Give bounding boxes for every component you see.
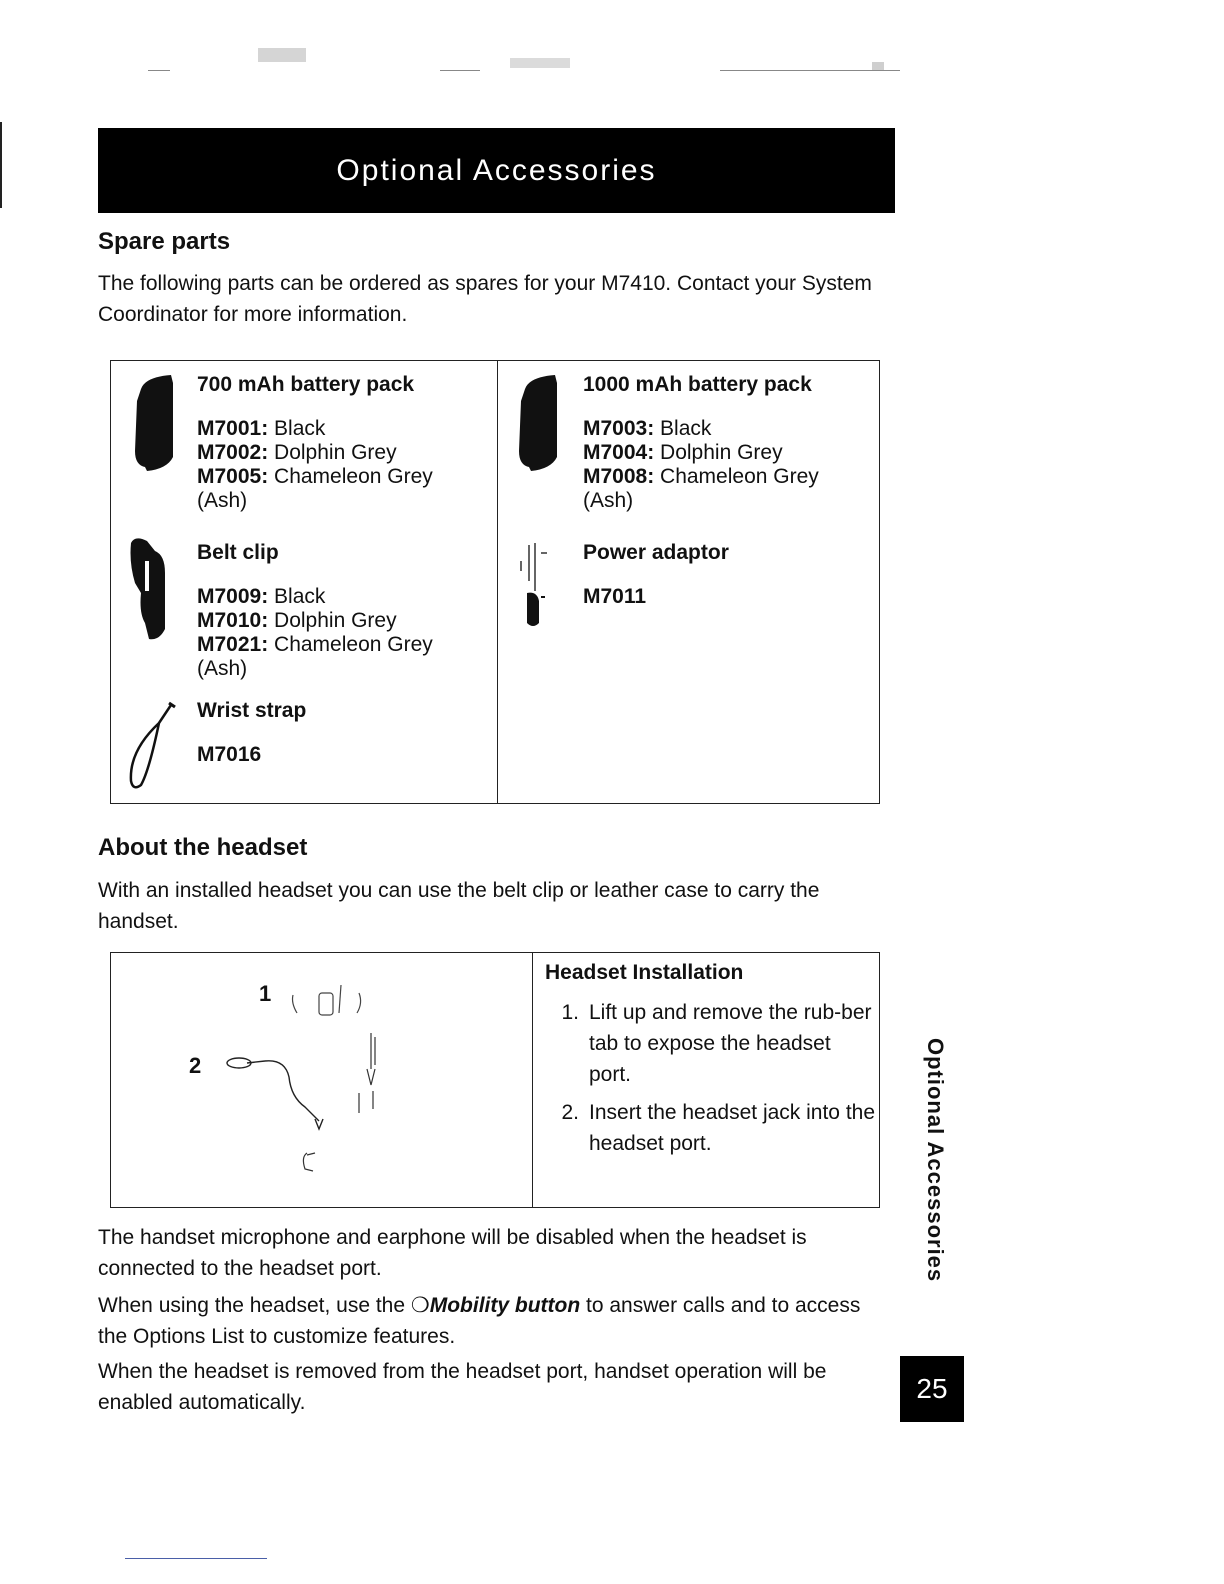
scan-edge-line xyxy=(0,122,2,208)
figure-label-1: 1 xyxy=(259,981,272,1006)
banner-title: Optional Accessories xyxy=(336,153,657,187)
part-desc: Black xyxy=(268,417,326,440)
part-desc: Black xyxy=(268,585,326,608)
spare-parts-heading: Spare parts xyxy=(98,228,231,255)
part-desc: Chameleon Grey (Ash) xyxy=(197,465,433,512)
table-divider xyxy=(497,361,498,803)
step-text: Lift up and remove the rub-ber tab to expose the headset port. xyxy=(589,1001,872,1086)
part-title: 1000 mAh battery pack xyxy=(583,373,812,396)
part-code: M7016 xyxy=(197,743,262,766)
part-code: M7001: xyxy=(197,417,269,440)
part-item xyxy=(197,699,487,767)
headset-install-box xyxy=(110,952,880,1208)
part-code: M7011 xyxy=(583,585,647,608)
headset-intro: With an installed headset you can use the belt clip or leather case to carry the handset. xyxy=(98,879,820,933)
handset-side-sketch xyxy=(303,1033,375,1171)
part-title: Belt clip xyxy=(197,541,279,564)
mobility-button-label: Mobility button xyxy=(429,1294,581,1317)
part-title: 700 mAh battery pack xyxy=(197,373,415,396)
side-tab-label: Optional Accessories xyxy=(923,1037,948,1283)
part-item xyxy=(583,541,873,609)
power-adaptor-icon xyxy=(511,541,561,631)
install-step xyxy=(545,997,875,1090)
section-banner xyxy=(98,128,895,213)
side-tab xyxy=(918,1025,952,1295)
headset-install-figure xyxy=(181,973,501,1193)
part-code: M7004: xyxy=(583,441,655,464)
figure-label-2: 2 xyxy=(189,1053,202,1078)
part-code: M7010: xyxy=(197,609,269,632)
wrist-strap-icon xyxy=(119,701,183,791)
part-code: M7005: xyxy=(197,465,269,488)
part-title: Power adaptor xyxy=(583,541,729,564)
part-desc: Dolphin Grey xyxy=(654,441,783,464)
headset-note-disabled: The handset microphone and earphone will be disabled when the headset is connected to the headset port. xyxy=(98,1226,807,1280)
install-divider xyxy=(532,953,533,1207)
handset-top-sketch xyxy=(293,985,361,1015)
part-title: Wrist strap xyxy=(197,699,307,722)
headset-jack-sketch xyxy=(227,1058,323,1129)
part-desc: Chameleon Grey (Ash) xyxy=(583,465,819,512)
part-item xyxy=(197,541,487,681)
page-number-text: 25 xyxy=(916,1373,948,1404)
scan-artifacts xyxy=(0,40,920,80)
bottom-rule xyxy=(125,1558,267,1559)
headset-note-removed: When the headset is removed from the headset port, handset operation will be enabled automatically. xyxy=(98,1360,827,1414)
part-desc: Dolphin Grey xyxy=(268,609,397,632)
part-desc: Chameleon Grey (Ash) xyxy=(197,633,433,680)
part-desc: Black xyxy=(654,417,712,440)
part-item xyxy=(583,373,873,513)
part-code: M7003: xyxy=(583,417,655,440)
step-number: 1. xyxy=(561,1001,579,1024)
headset-heading: About the headset xyxy=(98,834,308,861)
part-code: M7008: xyxy=(583,465,655,488)
note-text: When using the headset, use the xyxy=(98,1294,411,1317)
note-text: to answer calls and to access the Options List to customize features. xyxy=(98,1294,861,1348)
step-text: Insert the headset jack into the headset port. xyxy=(589,1101,876,1155)
battery-pack-icon xyxy=(511,371,561,471)
install-step xyxy=(545,1097,875,1159)
part-code: M7002: xyxy=(197,441,269,464)
battery-pack-icon xyxy=(127,371,177,471)
page-number xyxy=(900,1356,964,1422)
spare-parts-table xyxy=(110,360,880,804)
spare-parts-intro: The following parts can be ordered as spares for your M7410. Contact your System Coordinator for more information. xyxy=(98,272,872,326)
part-item xyxy=(197,373,487,513)
step-number: 2. xyxy=(561,1101,579,1124)
mobility-button-icon: ❍ xyxy=(410,1294,430,1317)
part-code: M7021: xyxy=(197,633,269,656)
belt-clip-icon xyxy=(125,533,175,643)
install-steps xyxy=(545,997,875,1166)
part-desc: Dolphin Grey xyxy=(268,441,397,464)
part-code: M7009: xyxy=(197,585,269,608)
headset-note-mobility xyxy=(98,1290,893,1352)
install-title: Headset Installation xyxy=(545,961,744,984)
